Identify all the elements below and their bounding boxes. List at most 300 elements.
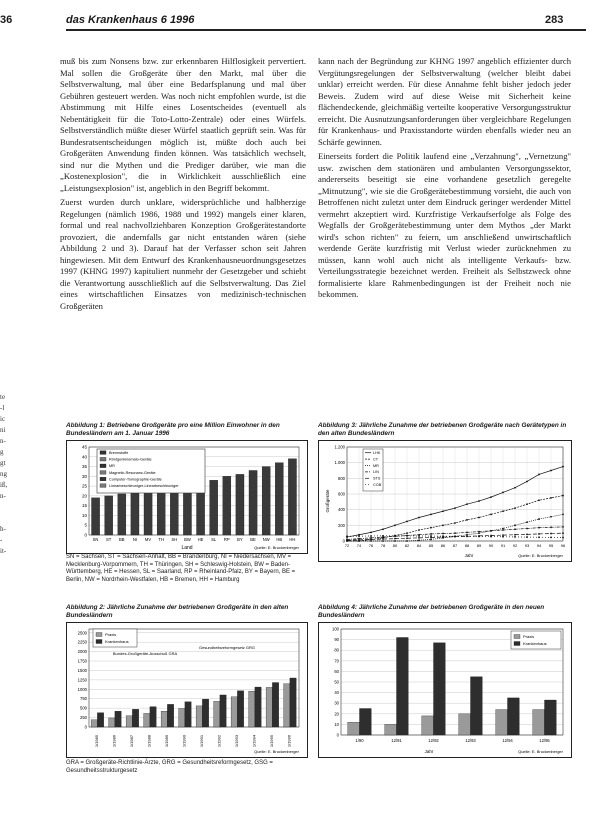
figure3-point — [418, 529, 420, 531]
figure1-legend-label: Computer-Tomographie-Geräte — [109, 477, 162, 482]
figure2-bar — [109, 718, 115, 727]
figure2-y-tick-label: 750 — [80, 696, 87, 702]
figure2-bar — [126, 716, 132, 727]
figure3-point — [406, 521, 408, 523]
figure3-point — [358, 539, 360, 541]
figure4-x-tick-label: 12/92 — [428, 738, 439, 743]
figure3-point — [442, 510, 444, 512]
figure3-point — [550, 526, 552, 528]
figure3-point — [502, 492, 504, 494]
figure3-point — [454, 535, 456, 537]
figure3-point — [478, 532, 480, 534]
figure1-bar — [105, 496, 113, 535]
figure3-ylabel: Großgeräte — [325, 489, 330, 513]
figure3-point — [454, 522, 456, 524]
margin-fragment: iß, — [0, 481, 8, 489]
figure2-x-tick-label: 1/1985 — [93, 734, 99, 748]
figure2-x-tick-label: 1/1996 — [286, 734, 292, 748]
figure3-point — [478, 536, 480, 538]
figure4-legend-label: Krankenhaus — [523, 641, 547, 646]
figure3-point — [538, 474, 540, 476]
figure3-point — [550, 533, 552, 535]
figure3-point — [394, 540, 396, 542]
figure1-bar — [91, 498, 99, 535]
figure3-point — [418, 517, 420, 519]
figure3-point — [466, 535, 468, 537]
margin-fragment: te — [0, 393, 6, 401]
figure3-point — [514, 507, 516, 509]
figure3-point — [418, 539, 420, 541]
figure1-bar — [131, 492, 139, 535]
figure3-point — [394, 535, 396, 537]
figure3-x-tick-label: 93 — [524, 543, 530, 548]
figure1-x-tick-label: BW — [184, 537, 191, 542]
figure3-point — [526, 503, 528, 505]
figure3-frame — [318, 440, 572, 562]
figure3-x-tick-label: 85 — [428, 543, 434, 548]
figure3-point — [502, 510, 504, 512]
figure2-bar — [161, 711, 167, 727]
journal-title — [66, 14, 194, 26]
figure3-point — [430, 535, 432, 537]
margin-fragment: n- — [0, 437, 6, 445]
journal-issue: 6 1996 — [160, 14, 195, 26]
figure3-point — [454, 507, 456, 509]
figure2-bar — [220, 695, 226, 727]
figure3-point — [466, 534, 468, 536]
figure3-x-tick-label: 96 — [560, 543, 566, 548]
journal-name: das Krankenhaus — [66, 14, 158, 26]
figure3-point — [526, 528, 528, 530]
figure3-point — [442, 533, 444, 535]
paragraph: kann nach der Begründung zur KHNG 1997 angeblich effizienter durch Vergütungsregelungen der Selbstverwaltung (welcher bleibt dabei unklar) erreicht werden. Für diese Annahme fehlt bisher jedoch jeder Beweis. Zudem wird auf diese Weise mit Sicherheit keine flächendeckende, gleichmäßig verteilte kooperative Versorgungsstruktur erreicht. Die Ausnutzungsanforderungen über vergleichbare Regelungen für Krankenhaus- und Praxisstandorte würden ebenfalls wieder neu an Schärfe gewinnen. — [318, 56, 571, 147]
figure1-y-tick-label: 5 — [84, 522, 87, 528]
figure4-y-tick-label: 20 — [334, 711, 339, 717]
figure3-point — [418, 537, 420, 539]
figure3-point — [406, 532, 408, 534]
figure1-legend-label: Magnetic-Resonanz-Geräte — [109, 470, 156, 475]
figure3-x-tick-label: 72 — [344, 543, 350, 548]
figure3-point — [346, 539, 348, 541]
figure1-y-tick-label: 0 — [84, 532, 87, 538]
left-page-number: 36 — [0, 14, 13, 26]
figure3-point — [406, 535, 408, 537]
figure3-x-tick-label: 90 — [488, 543, 494, 548]
figure3-point — [514, 534, 516, 536]
margin-fragment: g — [0, 448, 4, 456]
figure2-x-tick-label: 1/1994 — [251, 734, 257, 748]
figure1-x-tick-label: NW — [262, 537, 270, 542]
figure1-frame — [66, 440, 308, 554]
figure2-y-tick-label: 1250 — [77, 677, 87, 683]
figure3-point — [382, 528, 384, 530]
figure3-point — [370, 537, 372, 539]
figure3-point — [550, 470, 552, 472]
figure2-bar — [237, 691, 243, 727]
figure1-abbreviations: SN = Sachsen, ST = Sachsen-Anhalt, BB = Brandenburg, NI = Niedersachsen, MV = Mecklenburg-Vorpommern, TH = Thüringen, SH = Schleswig-Holstein, BW = Baden-Württemberg, HE = Hessen, SL = Saarland, RP = Rheinland-Pfalz, BY = Bayern, BE = Berlin, NW = Nordrhein-Westfalen, HB = Bremen, HH = Hamburg — [66, 554, 296, 583]
figure3-point — [514, 524, 516, 526]
margin-fragment: ng — [0, 470, 7, 478]
figure3-point — [526, 481, 528, 483]
figure4-bar — [545, 700, 557, 735]
figure1-x-tick-label: NI — [132, 537, 138, 542]
figure4-x-tick-label: 12/94 — [502, 738, 513, 743]
figure2-y-tick-label: 1750 — [77, 658, 87, 664]
figure3-point — [550, 536, 552, 538]
paragraph: Zuerst wurden durch unklare, widersprüchliche und halbherzige Regelungen (nämlich 1986, 1988 und 1992) mangels einer klaren, formal und real nachvollziehbaren Konzeption Großgerätestandorte provoziert, die andernfalls gar nicht entstanden wären (siehe Abbildung 2 und 3). Darauf hat der Verfasser schon seit Jahren hingewiesen. Mit dem Entwurf des Krankenhausneuordnungsgesetzes 1997 (KHNG 1997) kapituliert nunmehr der Gesetzgeber und schiebt die Verantwortung ausschließlich auf die Selbstverwaltung. Das Ziel eines wirtschaftlichen Einsatzes von medizinisch-technischen Großgeräten — [60, 197, 306, 311]
figure2-legend-label: Praxis — [105, 632, 117, 637]
figure2-x-tick-label: 1/1990 — [181, 734, 187, 748]
figure3-point — [370, 539, 372, 541]
margin-fragment: -l — [0, 404, 5, 412]
figure1-x-tick-label: HE — [197, 537, 204, 542]
figure3-point — [370, 540, 372, 542]
figure4-bar — [422, 716, 434, 735]
figure3-point — [526, 533, 528, 535]
figure2-bar — [284, 684, 290, 727]
figure3-point — [562, 537, 564, 539]
figure3-y-tick-label: 0 — [342, 538, 345, 544]
margin-fragment: h- — [0, 525, 6, 533]
figure1-caption: Abbildung 1: Betriebene Großgeräte pro eine Million Einwohner in den Bundesländern am 1. Januar 1996 — [66, 422, 280, 437]
figure4-x-tick-label: 12/93 — [465, 738, 476, 743]
figure1-x-tick-label: ST — [106, 537, 112, 542]
figure4-y-tick-label: 70 — [334, 658, 339, 664]
figure1-legend-swatch — [100, 477, 106, 481]
figure2-bar — [202, 699, 208, 727]
figure2-x-tick-label: 1/1992 — [216, 734, 222, 748]
figure1-x-title: Land — [181, 545, 193, 551]
figure3-point — [430, 527, 432, 529]
figure1-bar — [170, 486, 178, 535]
figure3-chart — [319, 441, 571, 561]
figure2-bar — [266, 687, 272, 727]
figure1-x-tick-label: SH — [171, 537, 178, 542]
figure2-annotation-right: Gesundheitsreformgesetz GRG — [198, 645, 256, 650]
figure1-bar — [288, 459, 296, 535]
figure2-y-tick-label: 250 — [80, 715, 87, 721]
figure2-bar — [255, 687, 261, 727]
figure3-point — [502, 529, 504, 531]
figure3-point — [418, 535, 420, 537]
figure3-legend-label: STS — [373, 476, 381, 481]
figure4-y-tick-label: 30 — [334, 700, 339, 706]
header-rule — [66, 29, 586, 31]
figure3-point — [562, 513, 564, 515]
figure3-x-tick-label: 82 — [404, 543, 410, 548]
figure2-bar — [272, 683, 278, 727]
figure3-point — [538, 518, 540, 520]
figure1-bar — [144, 490, 152, 535]
figure3-point — [514, 528, 516, 530]
figure3-y-tick-label: 600 — [338, 491, 345, 497]
figure3-point — [538, 499, 540, 501]
figure2-bar — [144, 713, 150, 727]
figure4-bar — [434, 643, 446, 735]
paragraph: Einerseits fordert die Politik laufend eine „Verzahnung", „Vernetzung" usw. zwischen dem stationären und ambulanten Versorgungssektor, andererseits beseitigt sie eine vorhandene gesetzlich geregelte „Mitnutzung", wie sie die Großgerätebestimmung vorsieht, die auch von Betroffenen nicht zuletzt unter dem Eindruck geringer werdender Mittel vermehrt akzeptiert wird. Kurzfristige Verkaufserfolge als Folge des Wegfalls der Großgerätebestimmung unter dem Mythos „der Markt wird's schon richten" zu feiern, um anschließend unwirtschaftlich werdende Geräte kurzfristig mit Verlust wieder zurücknehmen zu müssen, kann wohl auch nicht als intelligente Verkaufs- bzw. Verteilungsstrategie bezeichnet werden. Freiheit als Selbstzweck ohne formalisierte klare Rahmenbedingungen ist der Freiheit noch nie bekommen. — [318, 151, 571, 299]
figure3-point — [562, 532, 564, 534]
figure4-y-tick-label: 0 — [336, 732, 339, 738]
figure2-source: Quelle: E. Bruckenberger — [254, 749, 299, 754]
figure2-annotation-left: Bundes-Großgeräte-Ausschuß GRA — [112, 651, 178, 656]
figure3-source: Quelle: E. Bruckenberger — [518, 553, 563, 558]
figure1-x-tick-label: BE — [250, 537, 256, 542]
figure2-x-tick-label: 1/1991 — [198, 734, 204, 748]
figure1-y-tick-label: 15 — [81, 503, 87, 509]
figure1-bar — [210, 480, 218, 535]
figure2-y-tick-label: 2500 — [77, 630, 87, 636]
figure4-x-tick-label: 1/90 — [355, 738, 364, 743]
figure4-bar — [496, 710, 508, 735]
figure2-y-tick-label: 2000 — [77, 649, 87, 655]
figure2-x-tick-label: 1/1993 — [233, 734, 239, 748]
figure3-x-tick-label: 94 — [536, 543, 542, 548]
figure2-bar — [167, 704, 173, 727]
margin-fragment: - — [0, 536, 3, 544]
figure4-bar — [348, 722, 360, 735]
figure3-x-tick-label: 92 — [512, 543, 518, 548]
figure1-chart — [67, 441, 307, 553]
figure1-y-tick-label: 25 — [81, 483, 87, 489]
figure-footnote: GRA = Großgeräte-Richtlinie-Ärzte, GRG = Gesundheitsreformgesetz, GSG = Gesundheitsstrukturgesetz — [66, 760, 273, 774]
figure1-bar — [236, 474, 244, 535]
figure3-y-tick-label: 1.000 — [334, 460, 345, 466]
figure4-bar — [385, 724, 397, 735]
figure3-point — [394, 538, 396, 540]
figure4-x-tick-label: 12/91 — [391, 738, 402, 743]
figure3-point — [538, 527, 540, 529]
figure1-bar — [118, 494, 126, 535]
figure1-y-tick-label: 30 — [81, 473, 87, 479]
figure1-x-tick-label: HH — [289, 537, 296, 542]
figure3-legend-label: COB — [373, 483, 382, 487]
figure1-y-tick-label: 35 — [81, 464, 87, 470]
figure2-bar — [196, 706, 202, 727]
figure4-source: Quelle: E. Bruckenberger — [518, 749, 563, 754]
figure1-y-tick-label: 10 — [81, 512, 87, 518]
figure2-y-tick-label: 0 — [84, 724, 87, 730]
margin-fragment: it- — [0, 547, 7, 555]
figure4-legend-swatch — [514, 642, 520, 646]
figure3-x-tick-label: 88 — [464, 543, 470, 548]
figure4-legend-swatch — [514, 635, 520, 639]
figure2-bar — [115, 711, 121, 727]
figure4-y-tick-label: 10 — [334, 721, 339, 727]
figure3-point — [550, 516, 552, 518]
figure1-x-tick-label: SN — [92, 537, 99, 542]
figure3-point — [562, 495, 564, 497]
figure4-y-tick-label: 50 — [334, 679, 339, 685]
figure1-legend-label: Linearbeschleuniger-Linearbeschleuniger — [109, 484, 179, 488]
figure1-legend-label: MR — [109, 464, 115, 469]
figure3-point — [454, 532, 456, 534]
figure2-bar — [97, 713, 103, 727]
figure4-chart — [319, 623, 571, 757]
paragraph: muß bis zum Nonsens bzw. zur erkennbaren Hilflosigkeit pervertiert. Mal sollen die Großgeräte über den Markt, mal über die Selbstverwaltung, mal über eine Bedarfsplanung und mal über Gebühren gesteuert werden. Was noch nicht empfohlen wurde, ist die Abstimmung mit Hilfe eines Losentscheides (eventuell als Nebentätigkeit für die Toto-Lotto-Zentrale) oder eines Würfels. Selbstverständlich müßte dieser Würfel staatlich geprüft sein. Was für Bundesratsentscheidungen möglich ist, müßte doch auch bei Großgeräten Anwendung finden können. Was tatsächlich wechselt, sind nur die Mythen und die Prediger darüber, wie man die „Kostenexplosion", die in Wirklichkeit ausschließlich eine „Leistungsexplosion" ist, angeblich in den Begriff bekommt. — [60, 56, 306, 193]
figure4-y-tick-label: 100 — [332, 626, 339, 632]
figure1-legend-label: Röntgenkinemato-Geräte — [109, 457, 152, 462]
figure2-bar — [132, 709, 138, 727]
figure2-bar — [249, 691, 255, 727]
figure3-point — [550, 497, 552, 499]
figure3-point — [502, 536, 504, 538]
figure3-y-tick-label: 1.200 — [334, 444, 345, 450]
figure3-x-tick-label: 87 — [452, 543, 458, 548]
figure3-point — [538, 536, 540, 538]
figure1-x-tick-label: SL — [211, 537, 217, 542]
figure3-point — [526, 536, 528, 538]
figure3-point — [562, 526, 564, 528]
figure3-x-tick-label: 91 — [500, 543, 506, 548]
figure3-y-tick-label: 800 — [338, 475, 345, 481]
figure3-point — [562, 466, 564, 468]
figure3-x-tick-label: 74 — [356, 543, 362, 548]
figure2-bar — [290, 678, 296, 727]
figure3-point — [466, 519, 468, 521]
figure4-x-title: Jahr — [424, 749, 434, 754]
figure3-point — [442, 524, 444, 526]
figure2-x-tick-label: 1/1995 — [268, 734, 274, 748]
figure3-x-tick-label: 80 — [392, 543, 398, 548]
page-number: 283 — [545, 14, 564, 26]
figure4-y-tick-label: 80 — [334, 647, 339, 653]
figure2-bar — [231, 697, 237, 727]
margin-fragment: ni — [0, 426, 6, 434]
figure3-point — [370, 535, 372, 537]
figure2-x-tick-label: 1/1987 — [128, 734, 134, 748]
margin-fragment: ic — [0, 415, 6, 423]
figure2-x-tick-label: 1/1989 — [163, 734, 169, 748]
figure3-point — [514, 536, 516, 538]
figure1-y-tick-label: 45 — [81, 444, 87, 450]
figure1-bar — [249, 470, 257, 535]
figure3-point — [490, 536, 492, 538]
figure3-point — [490, 513, 492, 515]
figure2-bar — [179, 709, 185, 727]
figure2-legend-label: Krankenhaus — [105, 639, 129, 644]
margin-fragment: n- — [0, 492, 6, 500]
figure4-bar — [471, 677, 483, 735]
figure1-legend-swatch — [100, 471, 106, 475]
figure3-y-tick-label: 400 — [338, 507, 345, 513]
figure2-bar — [185, 702, 191, 727]
left-text-column — [60, 56, 306, 312]
figure2-frame — [66, 622, 308, 758]
figure4-frame — [318, 622, 572, 758]
figure3-x-tick-label: 78 — [380, 543, 386, 548]
figure3-point — [490, 530, 492, 532]
figure4-legend-box — [511, 631, 561, 649]
figure3-x-tick-label: 76 — [368, 543, 374, 548]
figure1-x-tick-label: MV — [144, 537, 152, 542]
figure4-y-tick-label: 90 — [334, 637, 339, 643]
figure2-y-tick-label: 2250 — [77, 639, 87, 645]
figure2-y-tick-label: 500 — [80, 705, 87, 711]
figure2-x-tick-label: 1/1986 — [111, 734, 117, 748]
figure3-point — [406, 537, 408, 539]
figure3-x-tick-label: 84 — [416, 543, 422, 548]
figure3-point — [358, 535, 360, 537]
figure3-point — [526, 521, 528, 523]
margin-fragment: gt — [0, 459, 6, 467]
figure3-point — [346, 535, 348, 537]
figure4-caption: Abbildung 4: Jährliche Zunahme der betriebenen Großgeräte in den neuen Bundesländern — [318, 604, 545, 619]
figure1-bar — [223, 476, 231, 535]
figure2-bar — [150, 707, 156, 727]
figure3-point — [430, 513, 432, 515]
figure1-legend-swatch — [100, 464, 106, 468]
figure2-bar — [91, 720, 97, 727]
figure3-point — [430, 539, 432, 541]
figure3-point — [430, 533, 432, 535]
figure1-x-tick-label: TH — [158, 537, 164, 542]
figure3-point — [538, 533, 540, 535]
figure3-point — [514, 487, 516, 489]
figure2-legend-swatch — [96, 640, 102, 644]
figure3-point — [394, 524, 396, 526]
figure2-caption: Abbildung 2: Jährliche Zunahme der betriebenen Großgeräte in den alten Bundesländern — [66, 604, 289, 619]
figure4-bar — [360, 709, 372, 736]
figure1-legend-label: Brennstoffe — [109, 451, 129, 455]
figure3-point — [442, 535, 444, 537]
figure1-legend-swatch — [100, 457, 106, 461]
figure3-point — [382, 535, 384, 537]
figure3-legend-label: CT — [373, 457, 379, 462]
figure3-y-tick-label: 200 — [338, 522, 345, 528]
figure3-point — [406, 540, 408, 542]
figure3-point — [466, 503, 468, 505]
figure4-y-tick-label: 40 — [334, 690, 339, 696]
figure3-point — [478, 531, 480, 533]
figure2-x-tick-label: 1/1988 — [146, 734, 152, 748]
figure3-point — [382, 540, 384, 542]
figure2-chart — [67, 623, 307, 757]
figure1-bar — [157, 488, 165, 535]
figure1-y-tick-label: 40 — [81, 454, 87, 460]
figure3-point — [370, 531, 372, 533]
figure2-y-tick-label: 1500 — [77, 667, 87, 673]
figure4-bar — [459, 714, 471, 735]
figure3-point — [490, 496, 492, 498]
figure3-point — [466, 531, 468, 533]
figure2-legend-swatch — [96, 633, 102, 637]
figure3-x-title: Jahr — [464, 553, 474, 558]
figure3-x-tick-label: 86 — [440, 543, 446, 548]
figure1-x-tick-label: RP — [223, 537, 230, 542]
figure3-legend-label: LHK — [373, 451, 381, 455]
figure3-point — [478, 500, 480, 502]
figure3-legend-label: LIN — [373, 470, 379, 475]
figure1-x-tick-label: HB — [276, 537, 283, 542]
margin-fragments — [0, 392, 14, 557]
figure1-x-tick-label: BY — [237, 537, 243, 542]
figure4-bar — [533, 710, 545, 735]
right-text-column — [318, 56, 571, 301]
figure1-source: Quelle: E. Bruckenberger — [254, 545, 299, 550]
figure2-bar — [214, 701, 220, 727]
figure4-legend-label: Praxis — [523, 634, 535, 639]
figure4-bar — [508, 698, 520, 735]
figure3-x-tick-label: 89 — [476, 543, 482, 548]
figure4-bar — [397, 637, 409, 735]
figure3-caption: Abbildung 3: Jährliche Zunahme der betriebenen Großgeräte nach Gerätetypen in den alten Bundesländern — [318, 422, 567, 437]
figure3-x-tick-label: 95 — [548, 543, 554, 548]
figure1-bar — [262, 467, 270, 535]
figure4-y-tick-label: 60 — [334, 668, 339, 674]
figure3-legend-label: MR — [373, 463, 379, 468]
figure3-point — [478, 517, 480, 519]
figure1-bar — [275, 463, 283, 535]
